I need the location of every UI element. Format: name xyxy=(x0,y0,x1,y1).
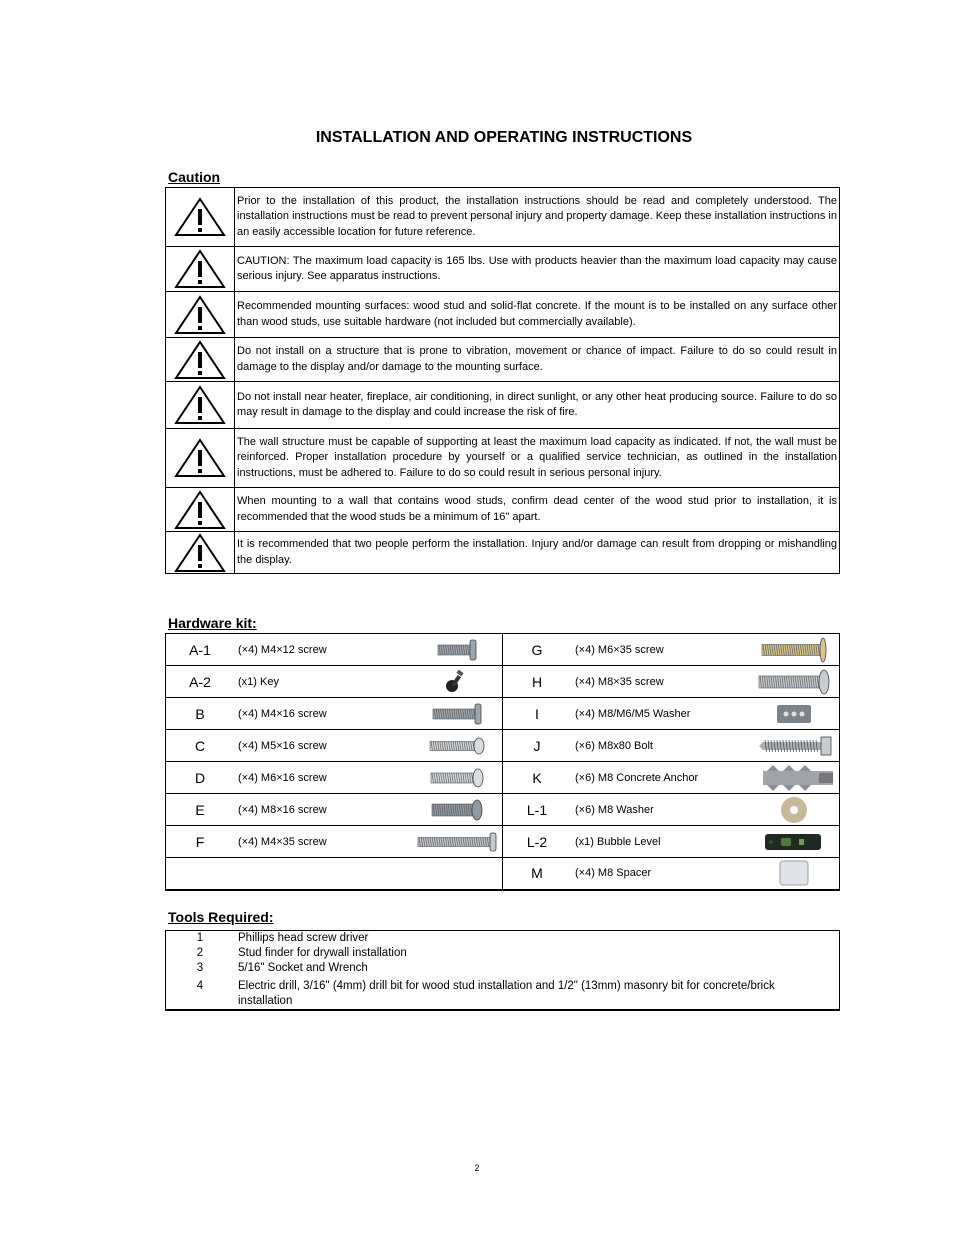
part-image-cell xyxy=(412,634,503,666)
part-code: A-1 xyxy=(166,634,235,666)
hardware-table xyxy=(165,633,840,891)
screw-icon xyxy=(749,635,839,665)
part-code: D xyxy=(166,762,235,794)
part-description: (×6) M8 Washer xyxy=(571,794,749,826)
part-image-cell xyxy=(749,762,840,794)
part-description: (×4) M8×35 screw xyxy=(571,666,749,698)
warning-icon-cell xyxy=(166,429,235,488)
tool-text: Phillips head screw driver xyxy=(238,932,369,944)
warning-icon xyxy=(166,340,234,380)
part-description: (x1) Key xyxy=(234,666,412,698)
part-description: (×4) M6×35 screw xyxy=(571,634,749,666)
part-description-empty xyxy=(234,858,412,890)
part-image-cell-empty xyxy=(412,858,503,890)
tool-row xyxy=(166,976,840,1010)
caution-row xyxy=(166,292,840,338)
part-description: (×6) M8x80 Bolt xyxy=(571,730,749,762)
caution-text: The wall structure must be capable of supporting at least the maximum load capacity as indicated. If not, the wall must be reinforced. Proper installation procedure by yourself or a qualified service technician, as outlined in the installation instructions, must be adhered to. Failure to do so could result in serious personal injury. xyxy=(235,429,840,488)
part-image-cell xyxy=(749,858,840,890)
part-code: M xyxy=(503,858,572,890)
part-image-cell xyxy=(412,698,503,730)
caution-row xyxy=(166,488,840,532)
hardware-heading: Hardware kit: xyxy=(168,615,257,631)
warning-icon xyxy=(166,295,234,335)
part-image-cell xyxy=(749,826,840,858)
hardware-row xyxy=(166,698,840,730)
caution-row xyxy=(166,188,840,247)
warning-icon-cell xyxy=(166,382,235,429)
tool-row xyxy=(166,931,840,947)
hardware-row xyxy=(166,794,840,826)
warning-icon-cell xyxy=(166,338,235,382)
part-code: E xyxy=(166,794,235,826)
tool-text: Electric drill, 3/16" (4mm) drill bit for wood stud installation and 1/2" (13mm) masonry bit for concrete/brick installation xyxy=(238,980,775,1007)
tool-number: 2 xyxy=(196,947,204,959)
bubble-level-icon xyxy=(749,827,839,857)
page-title: INSTALLATION AND OPERATING INSTRUCTIONS xyxy=(315,129,693,146)
part-code: A-2 xyxy=(166,666,235,698)
caution-text: It is recommended that two people perform the installation. Injury and/or damage can result from dropping or mishandling the display. xyxy=(235,532,840,574)
key-icon xyxy=(412,667,502,697)
part-code: C xyxy=(166,730,235,762)
part-description: (×4) M8/M6/M5 Washer xyxy=(571,698,749,730)
caution-row xyxy=(166,338,840,382)
part-code: K xyxy=(503,762,572,794)
part-image-cell xyxy=(412,666,503,698)
part-description: (×4) M8 Spacer xyxy=(571,858,749,890)
caution-row xyxy=(166,247,840,292)
screw-icon xyxy=(749,667,839,697)
screw-icon xyxy=(412,699,502,729)
tool-number: 3 xyxy=(196,962,204,974)
warning-icon-cell xyxy=(166,292,235,338)
warning-icon xyxy=(166,249,234,289)
screw-icon xyxy=(412,795,502,825)
part-description: (×4) M5×16 screw xyxy=(234,730,412,762)
warning-icon xyxy=(166,197,234,237)
part-description: (×4) M4×16 screw xyxy=(234,698,412,730)
washer-icon xyxy=(749,795,839,825)
tools-table xyxy=(165,930,840,1011)
caution-text: Do not install on a structure that is prone to vibration, movement or chance of impact. Failure to do so could result in damage to the display and/or damage to the mounting surface. xyxy=(235,338,840,382)
hardware-row xyxy=(166,858,840,890)
part-code: G xyxy=(503,634,572,666)
warning-icon xyxy=(166,438,234,478)
warning-icon xyxy=(166,490,234,530)
caution-row xyxy=(166,382,840,429)
caution-text: Recommended mounting surfaces: wood stud and solid-flat concrete. If the mount is to be installed on any surface other than wood studs, use suitable hardware (not included but commercially available). xyxy=(235,292,840,338)
anchor-icon xyxy=(749,763,839,793)
page-number: 2 xyxy=(474,1163,480,1173)
tool-text: 5/16" Socket and Wrench xyxy=(238,962,368,974)
warning-icon-cell xyxy=(166,488,235,532)
warning-icon xyxy=(166,385,234,425)
part-image-cell xyxy=(749,730,840,762)
part-description: (×6) M8 Concrete Anchor xyxy=(571,762,749,794)
tool-row xyxy=(166,961,840,976)
hardware-row xyxy=(166,762,840,794)
part-code-empty xyxy=(166,858,235,890)
caution-row xyxy=(166,429,840,488)
warning-icon-cell xyxy=(166,247,235,292)
part-code: H xyxy=(503,666,572,698)
caution-text: Prior to the installation of this product, the installation instructions should be read and completely understood. The installation instructions must be read to prevent personal injury and property damage. Keep these installation instructions in an easily accessible location for future reference. xyxy=(235,188,840,247)
part-description: (×4) M8×16 screw xyxy=(234,794,412,826)
tools-heading: Tools Required: xyxy=(168,909,274,925)
screw-icon xyxy=(412,635,502,665)
part-image-cell xyxy=(412,730,503,762)
screw-icon xyxy=(412,763,502,793)
hardware-row xyxy=(166,634,840,666)
part-image-cell xyxy=(749,666,840,698)
part-description: (×4) M4×35 screw xyxy=(234,826,412,858)
screw-icon xyxy=(412,731,502,761)
bolt-icon xyxy=(749,731,839,761)
part-code: J xyxy=(503,730,572,762)
part-image-cell xyxy=(412,826,503,858)
part-description: (×4) M6×16 screw xyxy=(234,762,412,794)
part-code: F xyxy=(166,826,235,858)
caution-text: CAUTION: The maximum load capacity is 165 lbs. Use with products heavier than the maximum load capacity may cause serious injury. See apparatus instructions. xyxy=(235,247,840,292)
part-image-cell xyxy=(749,634,840,666)
caution-text: Do not install near heater, fireplace, air conditioning, in direct sunlight, or any other heat producing source. Failure to do so may result in damage to the display and could increase the risk of fire. xyxy=(235,382,840,429)
caution-heading: Caution xyxy=(168,169,221,185)
screw-icon xyxy=(412,827,502,857)
warning-icon-cell xyxy=(166,188,235,247)
part-code: L-2 xyxy=(503,826,572,858)
part-code: I xyxy=(503,698,572,730)
part-description: (x1) Bubble Level xyxy=(571,826,749,858)
hardware-row xyxy=(166,730,840,762)
part-image-cell xyxy=(749,794,840,826)
part-code: L-1 xyxy=(503,794,572,826)
tool-number: 4 xyxy=(196,980,204,992)
caution-row xyxy=(166,532,840,574)
part-code: B xyxy=(166,698,235,730)
part-image-cell xyxy=(412,794,503,826)
tool-row xyxy=(166,946,840,961)
spacer-icon xyxy=(749,858,839,888)
tool-text: Stud finder for drywall installation xyxy=(238,947,407,959)
part-description: (×4) M4×12 screw xyxy=(234,634,412,666)
hardware-row xyxy=(166,826,840,858)
warning-icon xyxy=(166,533,234,573)
caution-text: When mounting to a wall that contains wood studs, confirm dead center of the wood stud prior to installation, it is recommended that the wood studs be a minimum of 16" apart. xyxy=(235,488,840,532)
part-image-cell xyxy=(412,762,503,794)
part-image-cell xyxy=(749,698,840,730)
caution-table xyxy=(165,187,840,574)
warning-icon-cell xyxy=(166,532,235,574)
hardware-row xyxy=(166,666,840,698)
tool-number: 1 xyxy=(196,932,204,944)
washer-plate-icon xyxy=(749,699,839,729)
